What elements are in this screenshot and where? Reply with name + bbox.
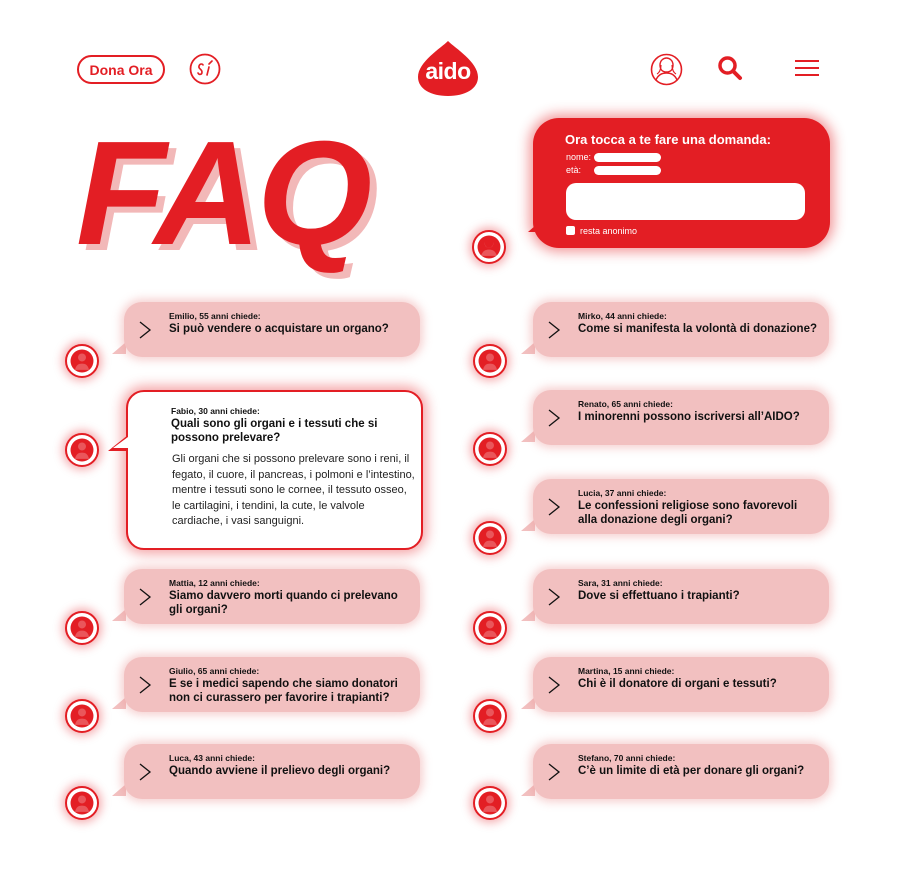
faq-answer-expanded[interactable] bbox=[126, 390, 423, 550]
chevron-right-icon bbox=[138, 321, 152, 339]
question-text: Siamo davvero morti quando ci prelevano gli organi? bbox=[169, 590, 398, 616]
name-label: nome: bbox=[566, 152, 592, 162]
faq-question-item[interactable] bbox=[124, 569, 420, 624]
avatar-icon bbox=[473, 432, 507, 466]
faq-question-item[interactable] bbox=[533, 302, 829, 357]
question-text: Quali sono gli organi e i tessuti che si possono prelevare? bbox=[171, 418, 378, 444]
question-textarea[interactable] bbox=[566, 183, 805, 220]
avatar-icon bbox=[65, 611, 99, 645]
age-input[interactable] bbox=[594, 166, 661, 175]
chevron-right-icon bbox=[138, 763, 152, 781]
avatar-icon bbox=[473, 521, 507, 555]
name-input[interactable] bbox=[594, 153, 661, 162]
avatar-icon bbox=[473, 699, 507, 733]
hamburger-menu-icon[interactable] bbox=[795, 60, 819, 76]
question-asker: Stefano, 70 anni chiede: bbox=[578, 753, 676, 763]
si-logo-icon[interactable] bbox=[189, 53, 221, 85]
anonymous-label: resta anonimo bbox=[580, 226, 638, 236]
chevron-right-icon bbox=[547, 676, 561, 694]
question-asker: Martina, 15 anni chiede: bbox=[578, 666, 675, 676]
faq-question-item[interactable] bbox=[533, 569, 829, 624]
question-asker: Lucia, 37 anni chiede: bbox=[578, 488, 667, 498]
donate-button[interactable]: Dona Ora bbox=[77, 55, 165, 84]
question-asker: Sara, 31 anni chiede: bbox=[578, 578, 663, 588]
chevron-right-icon bbox=[547, 409, 561, 427]
answer-bubble-tail-inner bbox=[113, 437, 128, 448]
avatar-icon bbox=[65, 433, 99, 467]
faq-question-item[interactable] bbox=[124, 302, 420, 357]
chevron-right-icon bbox=[547, 321, 561, 339]
faq-question-item[interactable] bbox=[533, 479, 829, 534]
anonymous-checkbox[interactable] bbox=[566, 226, 575, 235]
avatar-icon bbox=[472, 230, 506, 264]
question-text: Si può vendere o acquistare un organo? bbox=[169, 323, 389, 335]
faq-question-item[interactable] bbox=[533, 657, 829, 712]
logo-text: aido bbox=[425, 58, 471, 84]
question-asker: Mirko, 44 anni chiede: bbox=[578, 311, 667, 321]
chevron-right-icon bbox=[138, 588, 152, 606]
avatar-icon bbox=[65, 699, 99, 733]
question-text: Quando avviene il prelievo degli organi? bbox=[169, 765, 391, 777]
chevron-right-icon bbox=[138, 676, 152, 694]
question-text: E se i medici sapendo che siamo donatori non ci curassero per favorire i trapianti? bbox=[169, 678, 398, 704]
question-text: Come si manifesta la volontà di donazione? bbox=[578, 323, 817, 335]
avatar-icon bbox=[473, 786, 507, 820]
answer-text: Gli organi che si possono prelevare sono i reni, il fegato, il cuore, il pancreas, i polmoni e l’intestino, mentre i tessuti sono le cornee, il tessuto osseo, le cartilagini, i tendini, la cute, le valvole cardiache, i vasi sanguigni. bbox=[172, 453, 415, 527]
chevron-right-icon bbox=[547, 498, 561, 516]
question-asker: Luca, 43 anni chiede: bbox=[169, 753, 255, 763]
faq-question-item[interactable] bbox=[533, 744, 829, 799]
question-asker: Giulio, 65 anni chiede: bbox=[169, 666, 260, 676]
question-asker: Fabio, 30 anni chiede: bbox=[171, 406, 260, 416]
question-text: Le confessioni religiose sono favorevoli alla donazione degli organi? bbox=[578, 500, 798, 526]
avatar-icon bbox=[473, 344, 507, 378]
avatar-icon bbox=[65, 344, 99, 378]
question-asker: Renato, 65 anni chiede: bbox=[578, 399, 673, 409]
question-text: Dove si effettuano i trapianti? bbox=[578, 590, 740, 602]
avatar-icon bbox=[65, 786, 99, 820]
question-text: Chi è il donatore di organi e tessuti? bbox=[578, 678, 777, 690]
aido-logo[interactable] bbox=[417, 40, 479, 97]
page-title: FAQ bbox=[76, 111, 369, 276]
question-text: C’è un limite di età per donare gli organi? bbox=[578, 765, 805, 777]
avatar-icon bbox=[473, 611, 507, 645]
account-icon[interactable] bbox=[650, 53, 683, 86]
faq-question-item[interactable] bbox=[533, 390, 829, 445]
faq-question-item[interactable] bbox=[124, 744, 420, 799]
search-icon[interactable] bbox=[717, 55, 743, 81]
question-text: I minorenni possono iscriversi all’AIDO? bbox=[578, 411, 800, 423]
question-asker: Mattia, 12 anni chiede: bbox=[169, 578, 260, 588]
age-label: età: bbox=[566, 165, 582, 175]
question-asker: Emilio, 55 anni chiede: bbox=[169, 311, 261, 321]
chevron-right-icon bbox=[547, 763, 561, 781]
chevron-right-icon bbox=[547, 588, 561, 606]
form-title: Ora tocca a te fare una domanda: bbox=[565, 132, 771, 147]
faq-question-item[interactable] bbox=[124, 657, 420, 712]
